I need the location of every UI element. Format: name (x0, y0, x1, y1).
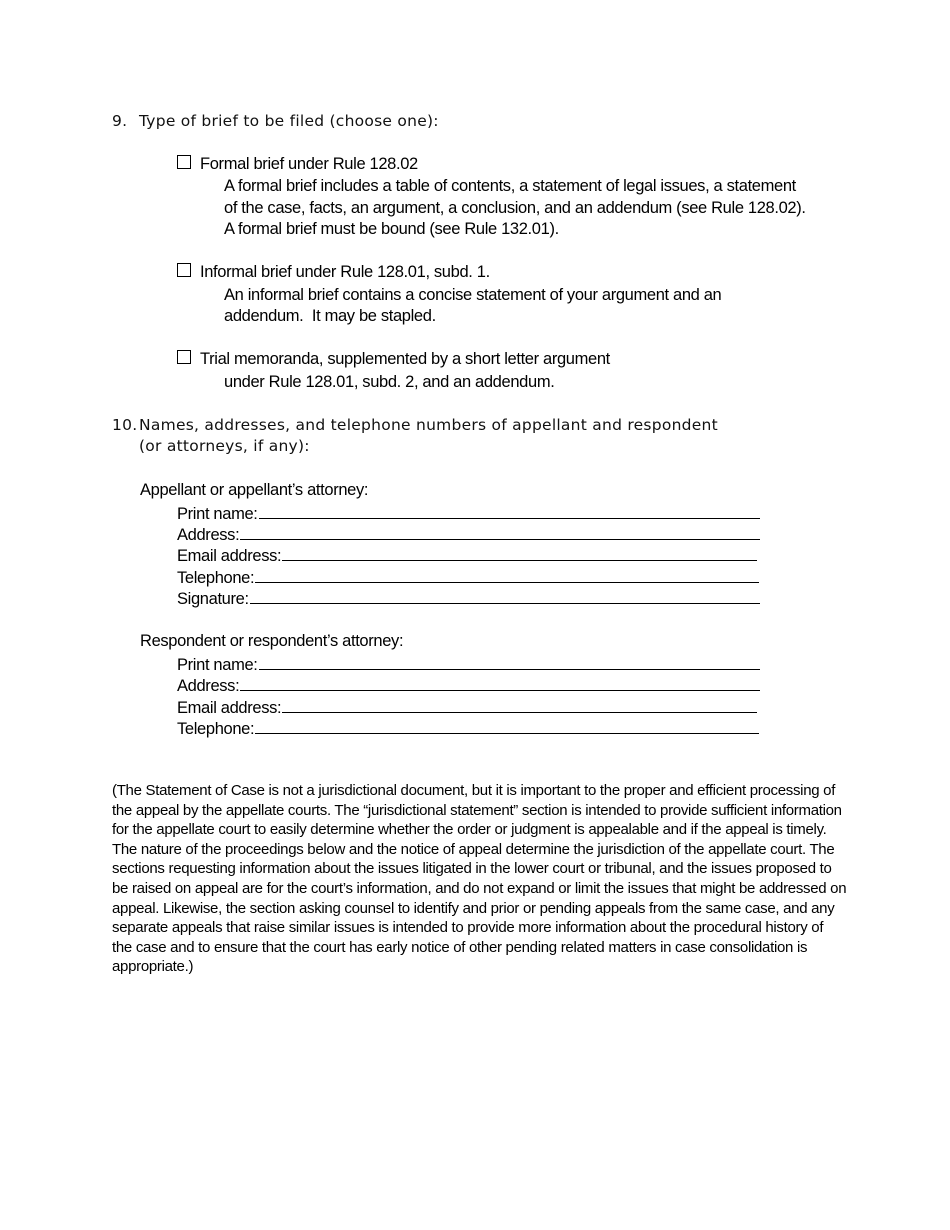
field-line[interactable] (255, 718, 759, 734)
appellant-print-name-field[interactable] (177, 503, 760, 524)
appellant-heading: Appellant or appellant’s attorney: (140, 481, 369, 499)
formal-brief-label: Formal brief under Rule 128.02 (200, 155, 418, 173)
trial-memoranda-desc-line: under Rule 128.01, subd. 2, and an addendum. (224, 373, 555, 391)
field-line[interactable] (250, 588, 760, 604)
respondent-telephone-field[interactable] (177, 718, 759, 739)
field-line[interactable] (255, 567, 759, 583)
appellant-email-field[interactable] (177, 545, 757, 566)
field-line[interactable] (282, 697, 757, 713)
trial-memoranda-label: Trial memoranda, supplemented by a short letter argument (200, 350, 610, 368)
question-10-prompt-cont: (or attorneys, if any): (139, 437, 310, 455)
formal-brief-desc-line: of the case, facts, an argument, a conclusion, and an addendum (see Rule 128.02). (224, 199, 806, 217)
field-label: Email address: (177, 699, 282, 717)
respondent-print-name-field[interactable] (177, 654, 760, 675)
field-label: Email address: (177, 547, 282, 565)
field-line[interactable] (259, 503, 760, 519)
informal-brief-desc-line: An informal brief contains a concise statement of your argument and an (224, 286, 722, 304)
question-10-prompt: Names, addresses, and telephone numbers of appellant and respondent (139, 416, 718, 434)
field-line[interactable] (240, 675, 760, 691)
field-label: Telephone: (177, 720, 255, 738)
field-line[interactable] (240, 524, 760, 540)
statement-of-case-note: (The Statement of Case is not a jurisdictional document, but it is important to the proper and efficient processing of the appeal by the appellate courts. The “jurisdictional statement” section is intended to provide sufficient information for the appellate court to easily determine whether the order or judgment is appealable and if the appeal is timely. The nature of the proceedings below and the notice of appeal determine the jurisdiction of the appellate court. The sections requesting information about the issues litigated in the lower court or tribunal, and the issues proposed to be raised on appeal are for the court’s information, and do not expand or limit the issues that might be addressed on appeal. Likewise, the section asking counsel to identify and prior or pending appeals from the same case, and any separate appeals that raise similar issues is intended to provide more information about the procedural history of the case and to ensure that the court has early notice of other pending related matters in case consolidation is appropriate.) (112, 782, 847, 976)
question-9-number: 9. (112, 112, 128, 130)
informal-brief-label: Informal brief under Rule 128.01, subd. 1. (200, 263, 490, 281)
field-line[interactable] (259, 654, 760, 670)
appellant-telephone-field[interactable] (177, 567, 759, 588)
field-label: Address: (177, 677, 240, 695)
field-label: Print name: (177, 505, 258, 523)
formal-brief-desc-line: A formal brief includes a table of contents, a statement of legal issues, a statement (224, 177, 796, 195)
field-line[interactable] (282, 545, 757, 561)
informal-brief-checkbox[interactable] (177, 263, 191, 277)
formal-brief-desc-line: A formal brief must be bound (see Rule 132.01). (224, 220, 559, 238)
respondent-address-field[interactable] (177, 675, 760, 696)
field-label: Address: (177, 526, 240, 544)
formal-brief-checkbox[interactable] (177, 155, 191, 169)
respondent-email-field[interactable] (177, 697, 757, 718)
appellant-signature-field[interactable] (177, 588, 760, 609)
informal-brief-desc-line: addendum. It may be stapled. (224, 307, 436, 325)
trial-memoranda-checkbox[interactable] (177, 350, 191, 364)
respondent-heading: Respondent or respondent’s attorney: (140, 632, 404, 650)
appellant-address-field[interactable] (177, 524, 760, 545)
question-10-number: 10. (112, 416, 138, 434)
field-label: Print name: (177, 656, 258, 674)
question-9-prompt: Type of brief to be filed (choose one): (139, 112, 439, 130)
field-label: Signature: (177, 590, 249, 608)
field-label: Telephone: (177, 569, 255, 587)
